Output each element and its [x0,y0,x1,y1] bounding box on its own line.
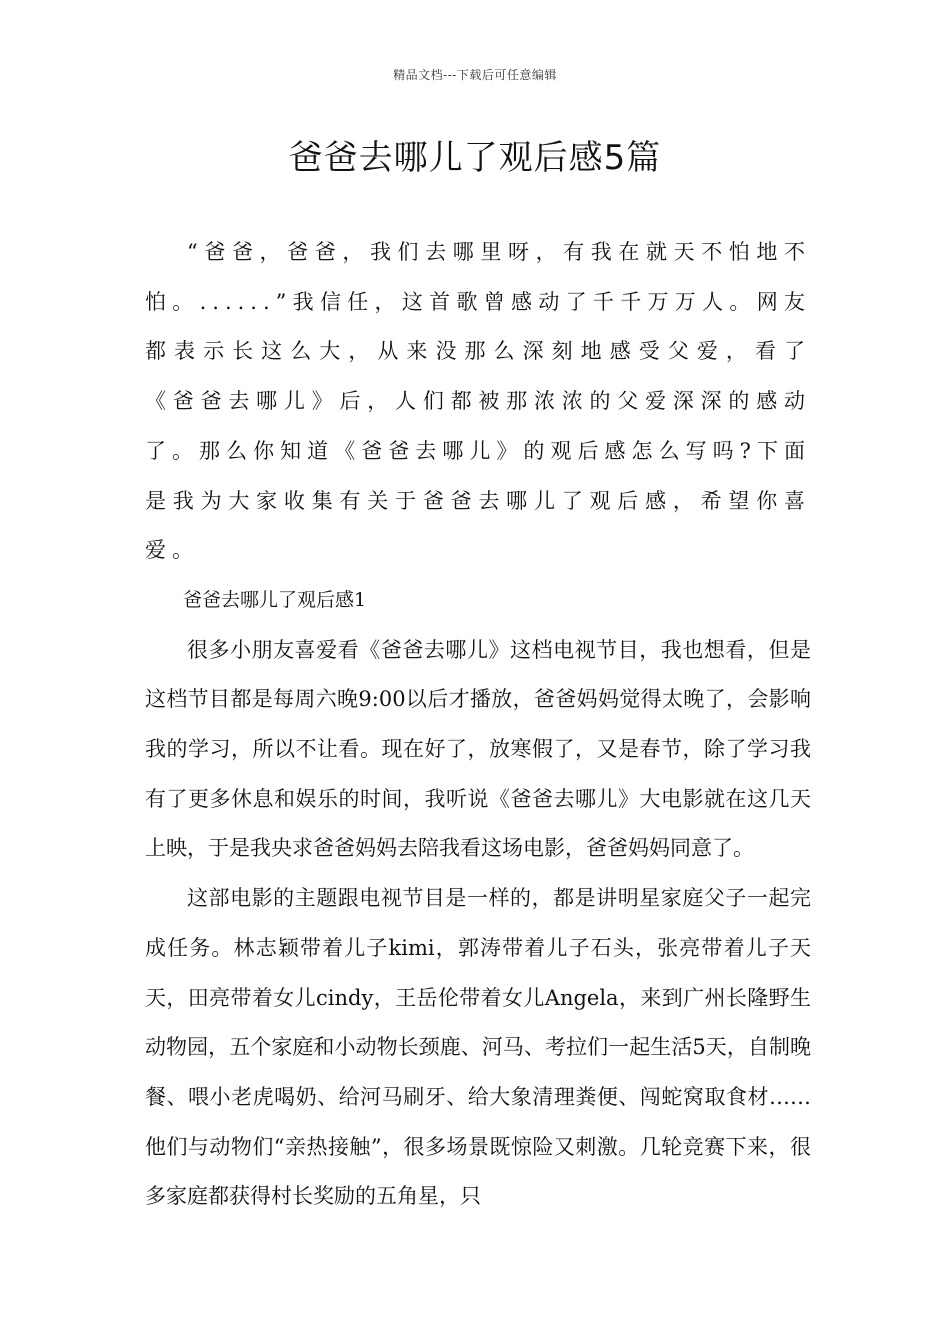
document-body [145,228,811,1222]
document-title: 爸爸去哪儿了观后感5篇 [288,138,662,178]
section-heading: 爸爸去哪儿了观后感1 [183,588,367,611]
body-paragraph: 这部电影的主题跟电视节目是一样的，都是讲明星家庭父子一起完成任务。林志颖带着儿子kimi，郭涛带着儿子石头，张亮带着儿子天天，田亮带着女儿cindy，王岳伦带着女儿Angela，来到广州长隆野生动物园，五个家庭和小动物长颈鹿、河马、考拉们一起生活5天，自制晚餐、喂小老虎喝奶、给河马刷牙、给大象清理粪便、闯蛇窝取食材……他们与动物们“亲热接触”，很多场景既惊险又刺激。几轮竞赛下来，很多家庭都获得村长奖励的五角星，只 [145,886,811,1209]
header-note: 精品文档---下载后可任意编辑 [393,68,557,82]
intro-paragraph: “爸爸，爸爸，我们去哪里呀，有我在就天不怕地不怕。......”我信任，这首歌曾感动了千千万万人。网友都表示长这么大，从来没那么深刻地感受父爱，看了《爸爸去哪儿》后，人们都被那浓浓的父爱深深的感动了。那么你知道《爸爸去哪儿》的观后感怎么写吗?下面是我为大家收集有关于爸爸去哪儿了观后感，希望你喜爱。 [145,240,811,563]
body-paragraph: 很多小朋友喜爱看《爸爸去哪儿》这档电视节目，我也想看，但是这档节目都是每周六晚9:00以后才播放，爸爸妈妈觉得太晚了，会影响我的学习，所以不让看。现在好了，放寒假了，又是春节，除了学习我有了更多休息和娱乐的时间，我听说《爸爸去哪儿》大电影就在这几天上映，于是我央求爸爸妈妈去陪我看这场电影，爸爸妈妈同意了。 [145,637,811,861]
